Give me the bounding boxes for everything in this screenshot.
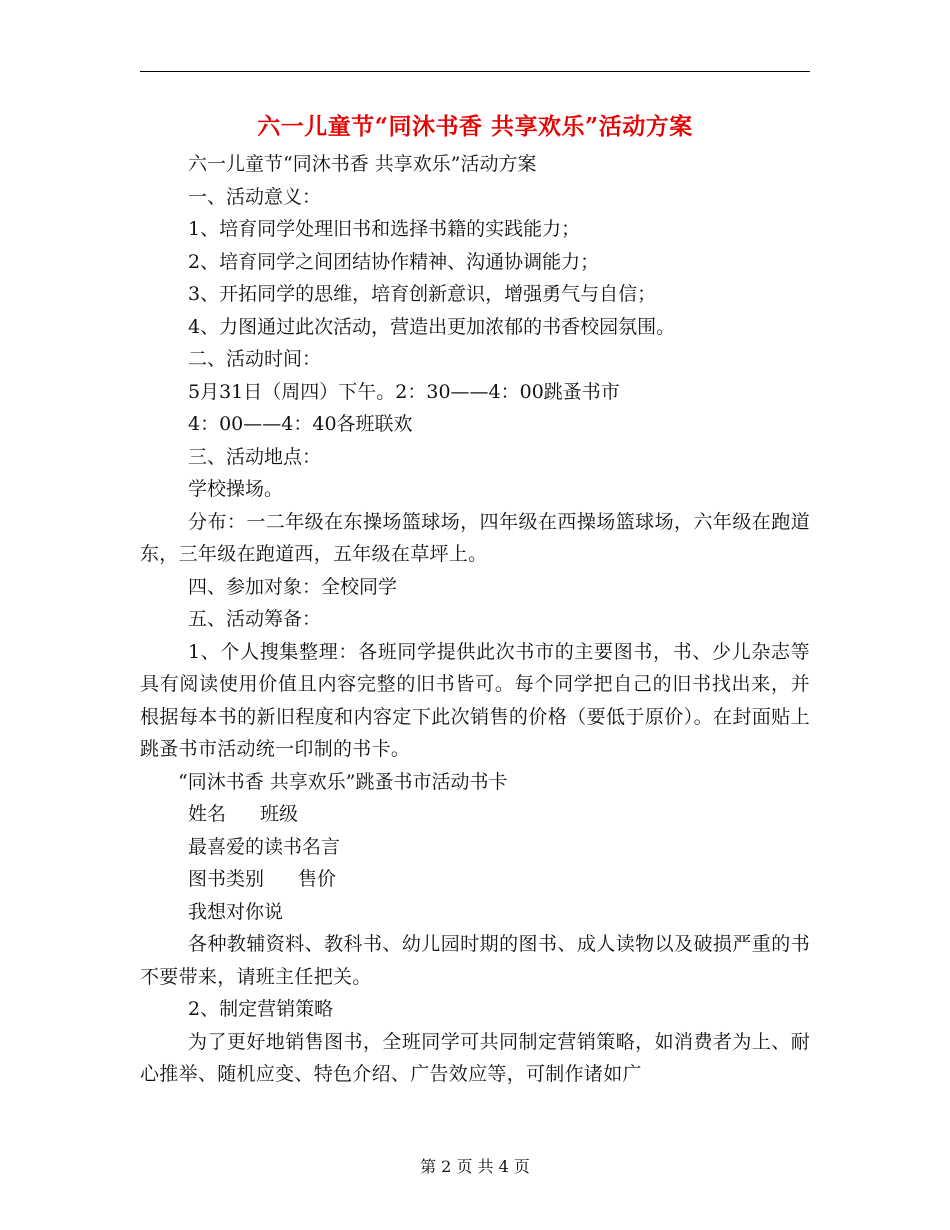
document-title: 六一儿童节“同沐书香 共享欢乐”活动方案 bbox=[257, 113, 693, 140]
header-rule bbox=[140, 71, 810, 72]
card-category-label: 图书类别 bbox=[188, 868, 265, 890]
paragraph: 5月31日（周四）下午。2：30——4：00跳蚤书市 bbox=[188, 380, 620, 403]
paragraph: 六一儿童节“同沐书香 共享欢乐”活动方案 bbox=[188, 153, 537, 175]
section-heading: 二、活动时间： bbox=[188, 348, 322, 370]
card-name-label: 姓名 bbox=[188, 803, 227, 825]
section-heading: 五、活动筹备： bbox=[188, 608, 322, 630]
card-price-label: 售价 bbox=[298, 868, 337, 890]
section-heading: 三、活动地点： bbox=[188, 445, 322, 468]
document-body bbox=[140, 148, 810, 1091]
paragraph: 1、培育同学处理旧书和选择书籍的实践能力； bbox=[188, 218, 581, 240]
section-heading: 一、活动意义： bbox=[188, 185, 322, 208]
card-line bbox=[140, 798, 810, 831]
paragraph: 四、参加对象：全校同学 bbox=[188, 575, 398, 598]
paragraph: 3、开拓同学的思维，培育创新意识，增强勇气与自信； bbox=[188, 283, 657, 305]
card-line bbox=[140, 863, 810, 896]
card-motto-label: 最喜爱的读书名言 bbox=[188, 835, 341, 858]
paragraph: 4、力图通过此次活动，营造出更加浓郁的书香校园氛围。 bbox=[188, 315, 676, 338]
paragraph: 分布：一二年级在东操场篮球场，四年级在西操场篮球场，六年级在跑道东，三年级在跑道西，五年级在草坪上。 bbox=[140, 510, 810, 565]
paragraph: 各种教辅资料、教科书、幼儿园时期的图书、成人读物以及破损严重的书不要带来，请班主任把关。 bbox=[140, 933, 810, 988]
paragraph: 4：00——4：40各班联欢 bbox=[188, 413, 413, 435]
paragraph: 为了更好地销售图书，全班同学可共同制定营销策略，如消费者为上、耐心推举、随机应变、特色介绍、广告效应等，可制作诸如广 bbox=[140, 1030, 810, 1085]
paragraph: 1、个人搜集整理：各班同学提供此次书市的主要图书，书、少儿杂志等具有阅读使用价值且内容完整的旧书皆可。每个同学把自己的旧书找出来，并根据每本书的新旧程度和内容定下此次销售的价格（要低于原价）。在封面贴上跳蚤书市活动统一印制的书卡。 bbox=[140, 640, 810, 760]
paragraph: 学校操场。 bbox=[188, 478, 284, 500]
page-number: 第 2 页 共 4 页 bbox=[420, 1157, 530, 1176]
section-heading: 2、制定营销策略 bbox=[188, 998, 334, 1020]
card-message-label: 我想对你说 bbox=[188, 900, 284, 923]
paragraph: 2、培育同学之间团结协作精神、沟通协调能力； bbox=[188, 250, 600, 273]
card-title: “同沐书香 共享欢乐”跳蚤书市活动书卡 bbox=[178, 770, 508, 793]
card-class-label: 班级 bbox=[260, 803, 299, 825]
